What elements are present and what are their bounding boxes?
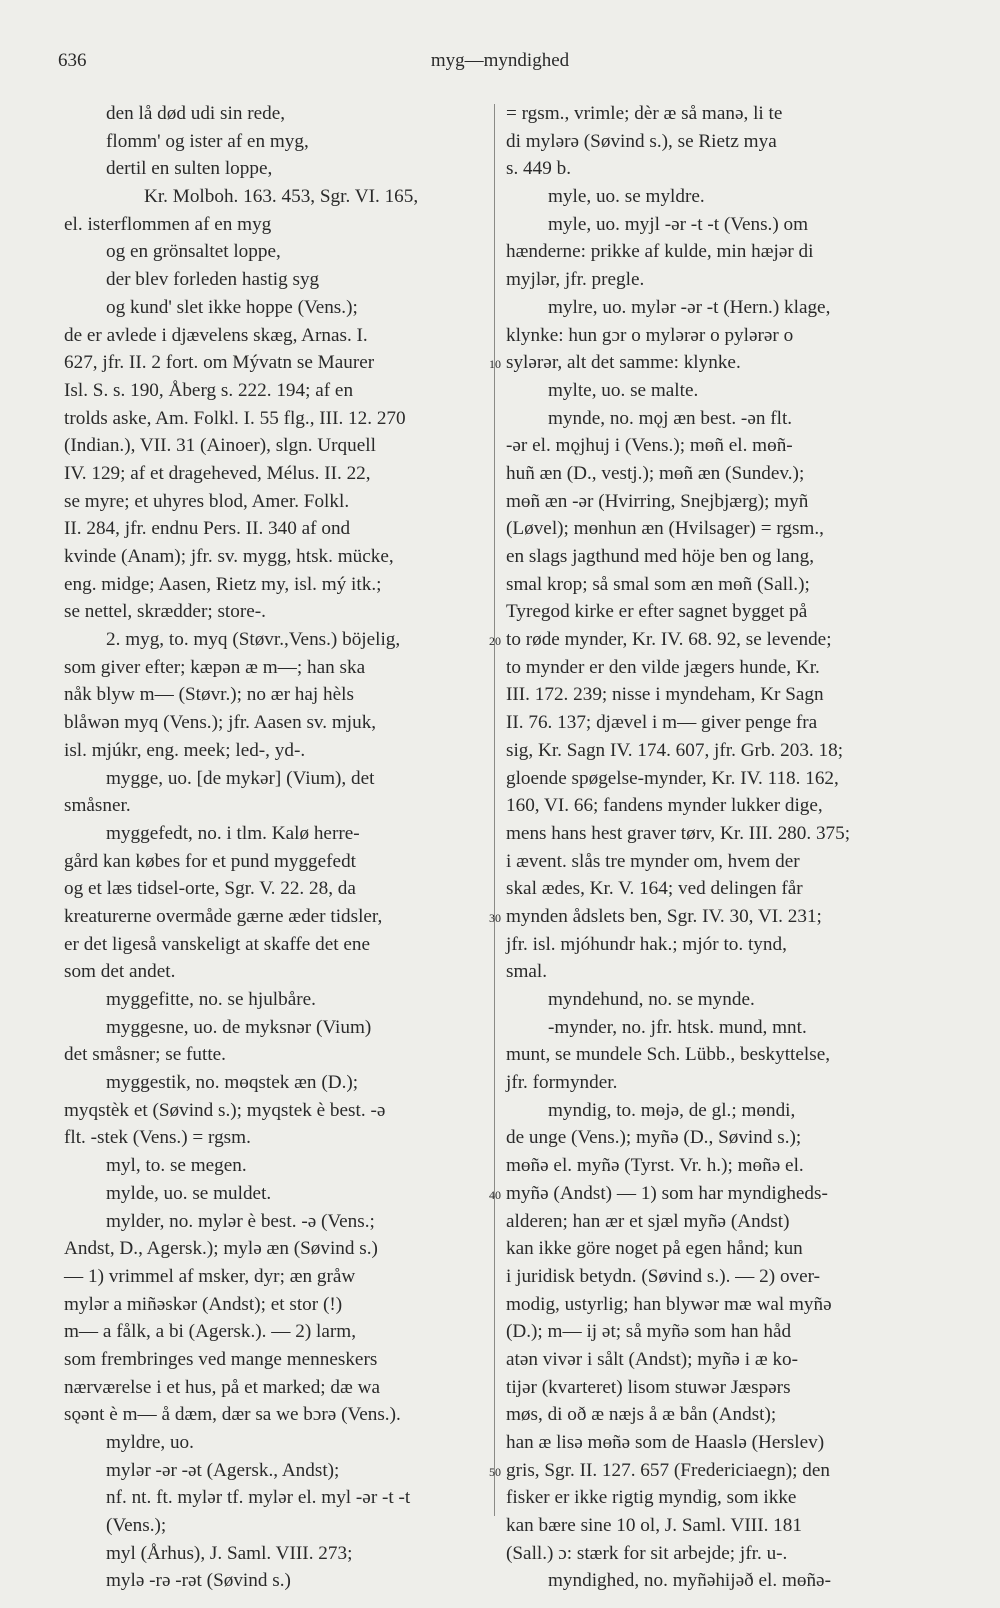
text-line: de unge (Vens.); myñə (D., Søvind s.); bbox=[506, 1127, 802, 1149]
text-line: de er avlede i djævelens skæg, Arnas. I. bbox=[64, 324, 368, 346]
text-line: som det andet. bbox=[64, 961, 176, 983]
text-line: trolds aske, Am. Folkl. I. 55 flg., III. 12. 270 bbox=[64, 407, 406, 429]
text-line: sǫənt è m— å dæm, dær sa we bɔrə (Vens.). bbox=[64, 1404, 401, 1426]
text-line: m— a fålk, a bi (Agersk.). — 2) larm, bbox=[64, 1321, 356, 1343]
text-line: (Indian.), VII. 31 (Ainoer), slgn. Urquell bbox=[64, 435, 376, 457]
text-line: -mynder, no. jfr. htsk. mund, mnt. bbox=[548, 1016, 807, 1038]
text-line: det småsner; se futte. bbox=[64, 1044, 226, 1066]
text-line: myggestik, no. mɵqstek æn (D.); bbox=[106, 1072, 359, 1094]
text-line: flt. -stek (Vens.) = rgsm. bbox=[64, 1127, 251, 1149]
text-line: er det ligeså vanskeligt at skaffe det ene bbox=[64, 933, 370, 955]
text-line: skal ædes, Kr. V. 164; ved delingen får bbox=[506, 878, 803, 900]
text-line: mynde, no. mǫj æn best. -ən flt. bbox=[548, 407, 793, 429]
line-number: 20 bbox=[489, 634, 501, 649]
text-line: 160, VI. 66; fandens mynder lukker dige, bbox=[506, 795, 823, 817]
page-number: 636 bbox=[58, 50, 87, 71]
text-line: sylərər, alt det samme: klynke. bbox=[506, 352, 741, 374]
text-line: kvinde (Anam); jfr. sv. mygg, htsk. mücke, bbox=[64, 546, 394, 567]
text-line: myndighed, no. myñəhijəð el. mɵñə- bbox=[548, 1570, 831, 1592]
text-line: = rgsm., vrimle; dèr æ så manə, li te bbox=[506, 103, 783, 124]
text-line: møs, di oð æ næjs å æ bån (Andst); bbox=[506, 1404, 777, 1426]
text-line: to røde mynder, Kr. IV. 68. 92, se levende; bbox=[506, 629, 832, 651]
text-line: 2. myg, to. myq (Støvr.,Vens.) böjelig, bbox=[106, 629, 401, 651]
text-line: gård kan købes for et pund myggefedt bbox=[64, 850, 356, 872]
line-number: 50 bbox=[489, 1465, 501, 1480]
text-line: fisker er ikke rigtig myndig, som ikke bbox=[506, 1487, 797, 1509]
text-line: mynden ådslets ben, Sgr. IV. 30, VI. 231; bbox=[506, 905, 822, 927]
text-line: di mylərə (Søvind s.), se Rietz mya bbox=[506, 130, 777, 152]
text-line: myñə (Andst) — 1) som har myndigheds- bbox=[506, 1182, 828, 1204]
text-line: munt, se mundele Sch. Lübb., beskyttelse, bbox=[506, 1044, 831, 1066]
text-line: Tyregod kirke er efter sagnet bygget på bbox=[506, 601, 808, 623]
text-line: gris, Sgr. II. 127. 657 (Fredericiaegn); den bbox=[506, 1459, 830, 1481]
text-line: mylde, uo. se muldet. bbox=[106, 1182, 272, 1204]
text-line: se nettel, skrædder; store-. bbox=[64, 601, 266, 623]
text-line: klynke: hun gɔr o mylərər o pylərər o bbox=[506, 324, 794, 346]
text-line: se myre; et uhyres blod, Amer. Folkl. bbox=[64, 490, 350, 512]
text-line: myndehund, no. se mynde. bbox=[548, 989, 755, 1010]
text-line: (Vens.); bbox=[106, 1515, 167, 1537]
text-line: han æ lisə mɵñə som de Haaslə (Herslev) bbox=[506, 1432, 825, 1453]
text-line: to mynder er den vilde jægers hunde, Kr. bbox=[506, 656, 820, 678]
text-line: modig, ustyrlig; han blywər mæ wal myñə bbox=[506, 1293, 832, 1315]
text-line: mylə -rə -rət (Søvind s.) bbox=[106, 1570, 291, 1592]
text-line: smal krop; så smal som æn mɵñ (Sall.); bbox=[506, 573, 810, 595]
text-line: mylte, uo. se malte. bbox=[548, 379, 699, 401]
text-line: myle, uo. se myldre. bbox=[548, 186, 705, 208]
text-line: dertil en sulten loppe, bbox=[106, 158, 273, 180]
text-line: s. 449 b. bbox=[506, 158, 572, 180]
text-line: II. 76. 137; djævel i m— giver penge fra bbox=[506, 712, 818, 734]
text-line: småsner. bbox=[64, 795, 131, 817]
text-line: som giver efter; kæpən æ m—; han ska bbox=[64, 656, 366, 678]
column-divider bbox=[494, 104, 495, 1516]
running-head: myg—myndighed bbox=[430, 50, 570, 71]
text-line: hænderne: prikke af kulde, min hæjər di bbox=[506, 241, 814, 263]
right-column bbox=[506, 100, 942, 1595]
text-line: (Sall.) ɔ: stærk for sit arbejde; jfr. u-. bbox=[506, 1542, 788, 1564]
text-line: den lå død udi sin rede, bbox=[106, 103, 286, 124]
text-line: isl. mjúkr, eng. meek; led-, yd-. bbox=[64, 739, 306, 761]
text-line: i ævent. slås tre mynder om, hvem der bbox=[506, 850, 800, 872]
text-line: nf. nt. ft. mylər tf. mylər el. myl -ər -t -t bbox=[106, 1487, 411, 1509]
text-line: myl (Århus), J. Saml. VIII. 273; bbox=[106, 1542, 353, 1564]
text-line: gloende spøgelse-mynder, Kr. IV. 118. 162, bbox=[506, 767, 839, 789]
text-line: mylər -ər -ət (Agersk., Andst); bbox=[106, 1459, 340, 1481]
text-line: Isl. S. s. 190, Åberg s. 222. 194; af en bbox=[64, 379, 354, 401]
text-line: myle, uo. myjl -ər -t -t (Vens.) om bbox=[548, 213, 809, 235]
text-line: el. isterflommen af en myg bbox=[64, 213, 272, 235]
text-line: III. 172. 239; nisse i myndeham, Kr Sagn bbox=[506, 684, 824, 706]
text-line: mylder, no. mylər è best. -ə (Vens.; bbox=[106, 1210, 375, 1232]
text-line: (D.); m— ij ət; så myñə som han håd bbox=[506, 1321, 792, 1343]
text-line: Andst, D., Agersk.); mylə æn (Søvind s.) bbox=[64, 1238, 378, 1260]
text-line: kan ikke göre noget på egen hånd; kun bbox=[506, 1238, 803, 1260]
text-line: en slags jagthund med höje ben og lang, bbox=[506, 546, 815, 567]
text-line: IV. 129; af et drageheved, Mélus. II. 22, bbox=[64, 462, 371, 484]
text-line: Kr. Molboh. 163. 453, Sgr. VI. 165, bbox=[144, 186, 419, 208]
text-line: tijər (kvarteret) lisom stuwər Jæspərs bbox=[506, 1376, 791, 1398]
text-line: myjlər, jfr. pregle. bbox=[506, 269, 645, 291]
text-line: 627, jfr. II. 2 fort. om Mývatn se Maurer bbox=[64, 352, 375, 374]
text-line: smal. bbox=[506, 961, 548, 983]
text-line: sig, Kr. Sagn IV. 174. 607, jfr. Grb. 203. 18; bbox=[506, 739, 844, 761]
text-line: mylər a miñəskər (Andst); et stor (!) bbox=[64, 1293, 343, 1315]
text-line: nærværelse i et hus, på et marked; dæ wa bbox=[64, 1376, 380, 1398]
text-line: myggefedt, no. i tlm. Kalø herre- bbox=[106, 822, 360, 844]
text-line: — 1) vrimmel af msker, dyr; æn gråw bbox=[64, 1265, 356, 1287]
text-line: myldre, uo. bbox=[106, 1432, 194, 1453]
text-line: i juridisk betydn. (Søvind s.). — 2) over- bbox=[506, 1265, 821, 1287]
text-line: mylre, uo. mylər -ər -t (Hern.) klage, bbox=[548, 296, 831, 318]
text-line: mɵñ æn -ər (Hvirring, Snejbjærg); myñ bbox=[506, 490, 809, 512]
text-line: mens hans hest graver tørv, Kr. III. 280. 375; bbox=[506, 822, 851, 844]
line-number: 30 bbox=[489, 911, 501, 926]
text-line: og et læs tidsel-orte, Sgr. V. 22. 28, da bbox=[64, 878, 356, 900]
text-line: blåwən myq (Vens.); jfr. Aasen sv. mjuk, bbox=[64, 712, 377, 734]
line-number: 40 bbox=[489, 1188, 501, 1203]
text-line: myggesne, uo. de myksnər (Vium) bbox=[106, 1016, 372, 1038]
text-line: -ər el. mǫjhuj i (Vens.); mɵñ el. mɵñ- bbox=[506, 435, 793, 457]
text-line: mɵñə el. myñə (Tyrst. Vr. h.); mɵñə el. bbox=[506, 1155, 804, 1177]
text-line: kan bære sine 10 ol, J. Saml. VIII. 181 bbox=[506, 1515, 802, 1537]
page-header bbox=[0, 50, 1000, 80]
line-number: 10 bbox=[489, 357, 501, 372]
text-line: og en grönsaltet loppe, bbox=[106, 241, 281, 263]
text-line: og kund' slet ikke hoppe (Vens.); bbox=[106, 296, 358, 318]
text-line: der blev forleden hastig syg bbox=[106, 269, 320, 291]
text-line: (Løvel); mɵnhun æn (Hvilsager) = rgsm., bbox=[506, 518, 824, 540]
text-line: alderen; han ær et sjæl myñə (Andst) bbox=[506, 1210, 790, 1232]
text-line: myndig, to. mɵjə, de gl.; mɵndi, bbox=[548, 1099, 796, 1121]
text-line: som frembringes ved mange menneskers bbox=[64, 1348, 378, 1370]
text-line: huñ æn (D., vestj.); mɵñ æn (Sundev.); bbox=[506, 462, 805, 484]
text-line: atən vivər i sålt (Andst); myñə i æ ko- bbox=[506, 1348, 799, 1370]
text-line: kreaturerne overmåde gærne æder tidsler, bbox=[64, 905, 383, 927]
text-line: II. 284, jfr. endnu Pers. II. 340 af ond bbox=[64, 518, 351, 540]
text-line: myqstèk et (Søvind s.); myqstek è best. -ə bbox=[64, 1099, 386, 1121]
text-line: jfr. isl. mjóhundr hak.; mjór to. tynd, bbox=[506, 933, 787, 955]
text-line: myggefitte, no. se hjulbåre. bbox=[106, 989, 316, 1010]
text-line: eng. midge; Aasen, Rietz my, isl. mý itk.; bbox=[64, 573, 382, 595]
left-column bbox=[64, 100, 482, 1595]
text-line: myl, to. se megen. bbox=[106, 1155, 247, 1177]
text-line: nåk blyw m— (Støvr.); no ær haj hèls bbox=[64, 684, 354, 706]
text-line: mygge, uo. [de mykər] (Vium), det bbox=[106, 767, 375, 789]
text-line: flomm' og ister af en myg, bbox=[106, 130, 309, 152]
text-line: jfr. formynder. bbox=[506, 1072, 618, 1094]
